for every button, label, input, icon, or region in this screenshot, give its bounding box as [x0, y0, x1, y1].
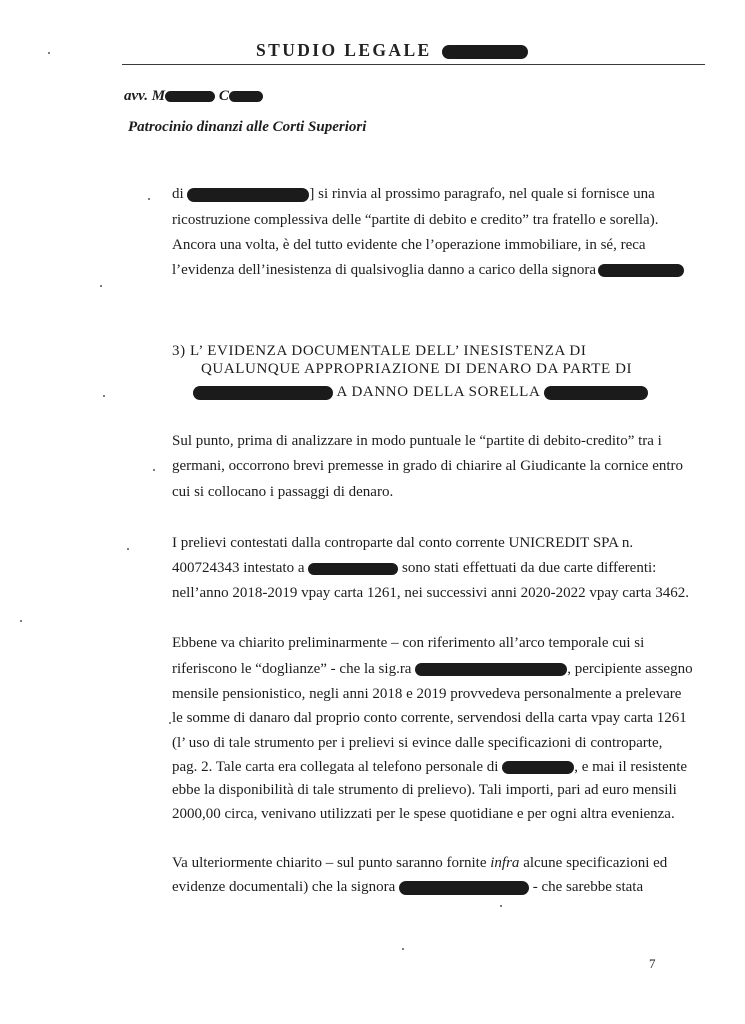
page-number: 7	[649, 956, 656, 971]
redacted-name	[442, 45, 528, 59]
text-line: cui si collocano i passaggi di denaro.	[172, 484, 394, 500]
scan-speck	[20, 620, 22, 622]
redacted-name	[544, 386, 648, 400]
text-line: germani, occorrono brevi premesse in grado di chiarire al Giudicante la cornice entro	[172, 458, 684, 474]
text-line: mensile pensionistico, negli anni 2018 e 2019 provvedeva personalmente a prelevare	[172, 686, 682, 702]
text-line: pag. 2. Tale carta era collegata al telefono personale di , e mai il resistente	[172, 759, 688, 775]
redacted-name	[502, 761, 574, 774]
text-line: (l’ uso di tale strumento per i prelievi si evince dalle specificazioni di controparte,	[172, 735, 663, 751]
text-line: l’evidenza dell’inesistenza di qualsivoglia danno a carico della signora	[172, 262, 684, 279]
scan-speck	[153, 469, 155, 471]
redacted-text	[187, 188, 309, 202]
redacted-name	[415, 663, 567, 676]
text-line: Sul punto, prima di analizzare in modo puntuale le “partite di debito-credito” tra i	[172, 433, 662, 449]
lawyer-subtitle: Patrocinio dinanzi alle Corti Superiori	[128, 119, 367, 135]
section-heading: A DANNO DELLA SORELLA	[193, 384, 648, 401]
text-line: Ancora una volta, è del tutto evidente che l’operazione immobiliare, in sé, reca	[172, 237, 646, 253]
text-line: nell’anno 2018-2019 vpay carta 1261, nei successivi anni 2020-2022 vpay carta 3462.	[172, 585, 689, 601]
text-line: riferiscono le “doglianze” - che la sig.ra , percipiente assegno	[172, 661, 693, 677]
text-line: 2000,00 circa, venivano utilizzati per le spese quotidiane e per ogni altra evenienza.	[172, 806, 675, 822]
scan-speck	[148, 198, 150, 200]
text-line: 400724343 intestato a sono stati effettuati da due carte differenti:	[172, 560, 657, 576]
section-heading: 3) L’ EVIDENZA DOCUMENTALE DELL’ INESISTENZA DI	[172, 343, 587, 359]
letterhead-title	[256, 40, 528, 61]
redacted-name	[308, 563, 398, 575]
text-line: evidenze documentali) che la signora - che sarebbe stata	[172, 879, 644, 895]
redacted-name	[229, 91, 263, 102]
scan-speck	[103, 395, 105, 397]
redacted-name	[193, 386, 333, 400]
text-line: ebbe la disponibilità di tale strumento di prelievo). Tali importi, pari ad euro mensili	[172, 782, 677, 798]
scan-speck	[127, 548, 129, 550]
redacted-text	[598, 264, 684, 277]
scan-speck	[402, 948, 404, 950]
studio-label: STUDIO LEGALE	[256, 40, 432, 60]
section-heading: QUALUNQUE APPROPRIAZIONE DI DENARO DA PARTE DI	[201, 361, 633, 377]
lawyer-name: avv. M C	[124, 88, 263, 105]
text-line: I prelievi contestati dalla controparte dal conto corrente UNICREDIT SPA n.	[172, 535, 634, 551]
redacted-name	[165, 91, 215, 102]
scan-speck	[169, 722, 171, 724]
text-line: le somme di danaro dal proprio conto corrente, servendosi della carta vpay carta 1261	[172, 710, 687, 726]
redacted-name	[399, 881, 529, 895]
header-rule	[122, 64, 705, 65]
scan-speck	[48, 52, 50, 54]
text-line: Va ulteriormente chiarito – sul punto saranno fornite infra alcune specificazioni ed	[172, 855, 668, 871]
text-line: di ] si rinvia al prossimo paragrafo, nel quale si fornisce una	[172, 186, 655, 202]
scan-speck	[500, 905, 502, 907]
text-line: Ebbene va chiarito preliminarmente – con riferimento all’arco temporale cui si	[172, 635, 645, 651]
text-line: ricostruzione complessiva delle “partite di debito e credito” tra fratello e sorella).	[172, 212, 659, 228]
scan-speck	[100, 285, 102, 287]
